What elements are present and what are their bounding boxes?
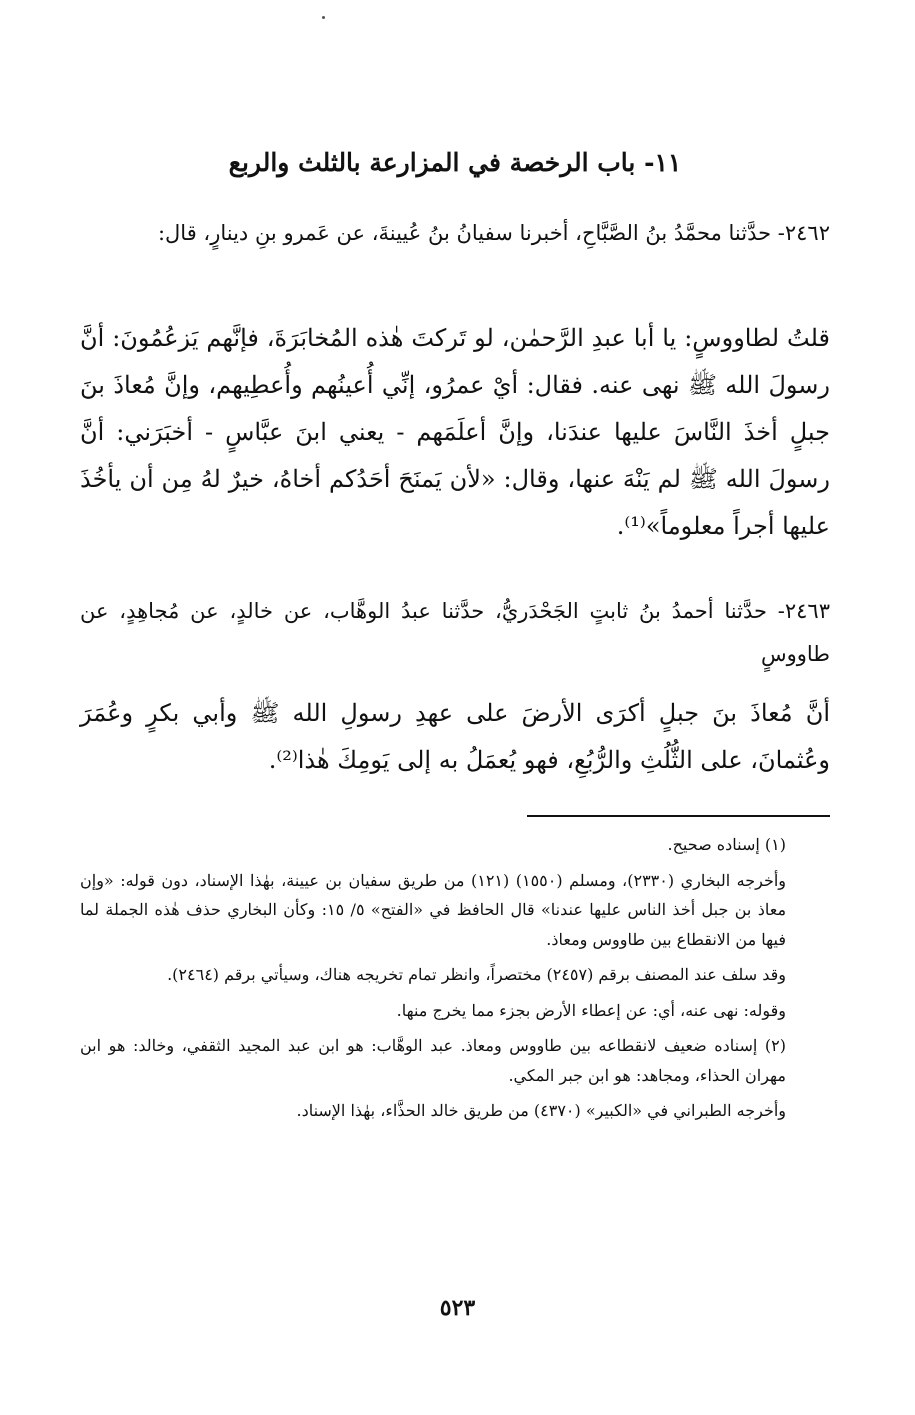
hadith-2463-isnad: ٢٤٦٣- حدَّثنا أحمدُ بنُ ثابتٍ الجَحْدَريُّ، حدَّثنا عبدُ الوهَّاب، عن خالدٍ، عن مُجاهِدٍ، عن طاووسٍ: [80, 599, 830, 666]
footnote-1-cross-reference: وقد سلف عند المصنف برقم (٢٤٥٧) مختصراً، وانظر تمام تخريجه هناك، وسيأتي برقم (٢٤٦٤).: [167, 965, 786, 984]
footnote-separator: [527, 815, 830, 817]
footnote-2-heading: (٢) إسناده ضعيف لانقطاعه بين طاووس ومعاذ. عبد الوهَّاب: هو ابن عبد المجيد الثقفي، وخالد: هو ابن مهران الحذاء، ومجاهد: هو ابن جبر المكي.: [80, 1036, 786, 1085]
footnotes-section: [80, 830, 830, 1132]
hadith-2462-isnad: ٢٤٦٢- حدَّثنا محمَّدُ بنُ الصَّبَّاحِ، أخبرنا سفيانُ بنُ عُيينةَ، عن عَمرو بنِ دينارٍ، قال:: [157, 221, 830, 245]
footnote-1-takhrij: وأخرجه البخاري (٢٣٣٠)، ومسلم (١٥٥٠) (١٢١) من طريق سفيان بن عيينة، بهٰذا الإسناد، دون قوله: «وإن معاذ بن جبل أخذ الناس عليها عندنا» قال الحافظ في «الفتح» ٥/ ١٥: وكأن البخاري حذف هٰذه الجملة لما فيها من الانقطاع بين طاووس ومعاذ.: [80, 870, 787, 949]
footnote-1-explanation: وقوله: نهى عنه، أي: عن إعطاء الأرض بجزء مما يخرج منها.: [396, 1000, 786, 1020]
chapter-heading: ١١- باب الرخصة في المزارعة بالثلث والربع: [228, 148, 682, 177]
page-number: ٥٢٣: [439, 1295, 476, 1321]
scan-speck: [322, 16, 325, 19]
footnote-2-takhrij: وأخرجه الطبراني في «الكبير» (٤٣٧٠) من طريق خالد الحذَّاء، بهٰذا الإسناد.: [296, 1101, 786, 1120]
hadith-2463-matn: أنَّ مُعاذَ بنَ جبلٍ أكرَى الأرضَ على عهدِ رسولِ الله ﷺ وأبي بكرٍ وعُمَرَ وعُثمانَ، على الثُّلُثِ والرُّبُعِ، فهو يُعمَلُ به إلى يَومِكَ هٰذا⁽²⁾.: [80, 699, 830, 774]
hadith-2462-matn: قلتُ لطاووسٍ: يا أبا عبدِ الرَّحمٰن، لو تَركتَ هٰذه المُخابَرَةَ، فإنَّهم يَزعُمُونَ: أنَّ رسولَ الله ﷺ نهى عنه. فقال: أيْ عمرُو، إنِّي أُعينُهم وأُعطِيهم، وإنَّ مُعاذَ بنَ جبلٍ أخذَ النَّاسَ عليها عندَنا، وإنَّ أعلَمَهم - يعني ابنَ عبَّاسٍ - أخبَرَني: أنَّ رسولَ الله ﷺ لم يَنْهَ عنها، وقال: «لأن يَمنَحَ أحَدُكم أخاهُ، خيرٌ لهُ مِن أن يأخُذَ عليها أجراً معلوماً»⁽¹⁾.: [80, 324, 831, 540]
footnote-1-heading: (١) إسناده صحيح.: [667, 835, 786, 854]
